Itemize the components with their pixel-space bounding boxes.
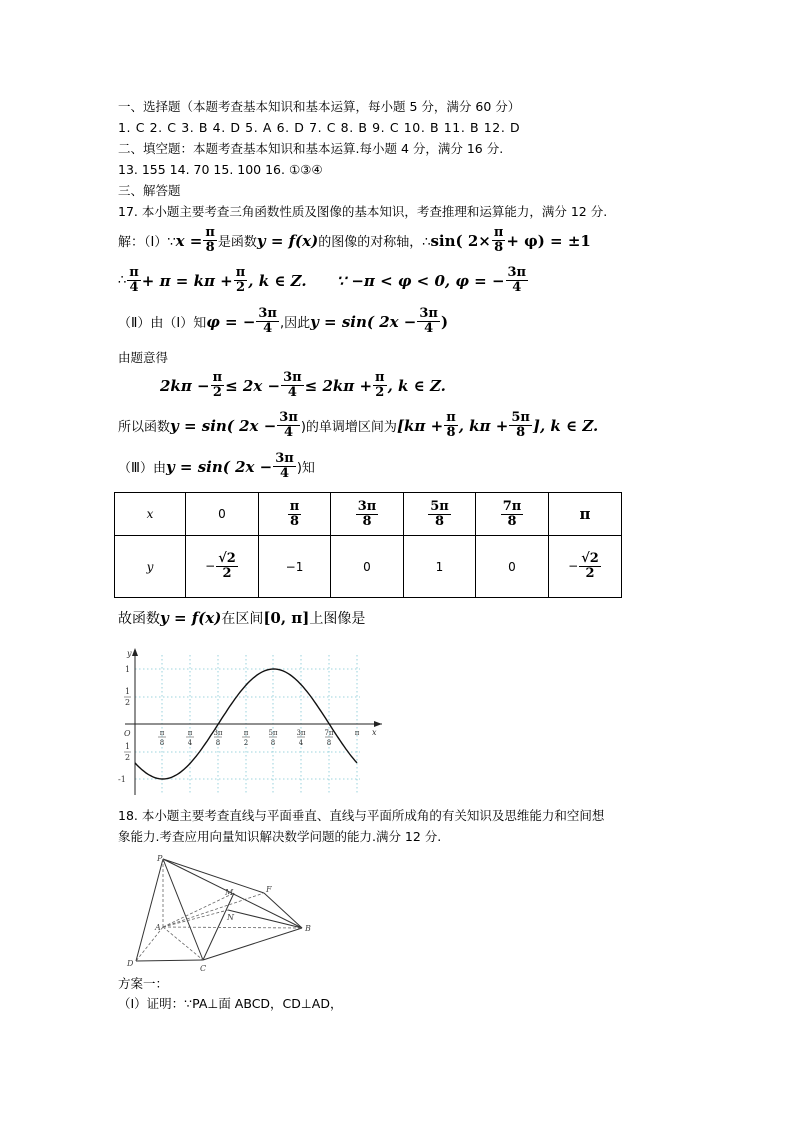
svg-text:4: 4 [187,739,193,747]
svg-text:1: 1 [125,665,131,674]
text: )的单调增区间为 [300,420,397,435]
svg-text:4: 4 [298,739,304,747]
math: ], k ∈ Z. [532,416,599,435]
svg-text:P: P [157,854,163,863]
x-cell: $\frac{3\pi}{8}$ [331,493,404,536]
x-cell: $\frac{7\pi}{8}$ [476,493,549,536]
svg-text:B: B [305,924,311,933]
section2-heading: 二、填空题：本题考查基本知识和基本运算.每小题 4 分，满分 16 分. [118,141,504,156]
svg-text:-1: -1 [118,775,126,784]
svg-text:M: M [225,888,234,897]
svg-text:8: 8 [215,739,221,747]
math: , kπ + [458,416,509,435]
svg-text:C: C [200,964,207,973]
section2-answers: 13. 155 14. 70 15. 100 16. ①③④ [118,162,323,177]
math: [kπ + [396,416,444,435]
math: y = f(x) [256,231,319,250]
svg-text:π: π [354,729,360,737]
value-table [114,492,622,598]
graph-caption [118,608,365,628]
text: 上图像是 [309,611,366,627]
solid-edges [136,859,302,961]
x-axis-arrow-icon [374,721,382,727]
fraction-pi-8: $\frac{\pi}{8}$ [446,410,456,440]
fraction-pi-2: $\frac{\pi}{2}$ [212,370,223,400]
text: （Ⅲ）由 [118,461,166,476]
grid-lines [135,655,360,795]
q18-intro-line2: 象能力.考查应用向量知识解决数学问题的能力.满分 12 分. [118,829,442,844]
y-cell: 0 [476,536,549,598]
fraction-3pi-4: $\frac{3\pi}{4}$ [279,410,298,440]
math: + π = kπ + [141,271,233,290]
math: y = f(x) [160,609,222,627]
therefore: ∴ [118,273,127,288]
q17-intro: 17. 本小题主要考查三角函数性质及图像的基本知识，考查推理和运算能力，满分 12 分. [118,204,608,219]
svg-text:π: π [187,729,193,737]
svg-text:8: 8 [159,739,165,747]
math: φ = − [206,312,256,331]
q17-part3 [118,452,315,481]
math: y = sin( 2x − [310,312,417,331]
text: 在区间 [221,611,264,627]
text: （Ⅱ）由（Ⅰ）知 [118,316,207,331]
svg-text:π: π [159,729,165,737]
y-axis-arrow-icon [132,648,138,656]
svg-text:D: D [127,959,134,968]
math: y = sin( 2x − [170,416,277,435]
q17-part1-line2 [118,266,529,295]
pyramid-figure [110,850,320,975]
q18-intro-line1: 18. 本小题主要考查直线与平面垂直、直线与平面所成角的有关知识及思维能力和空间想 [118,808,605,823]
hidden-edges [136,859,302,961]
svg-text:F: F [266,885,272,894]
math: ) [440,312,449,331]
math: ≤ 2kπ + [304,376,373,395]
fraction-3pi-4: $\frac{3\pi}{4}$ [507,265,527,295]
x-cell: $\frac{\pi}{8}$ [259,493,331,536]
svg-text:x: x [372,728,377,737]
svg-text:1: 1 [125,742,131,751]
math: ≤ 2x − [225,376,281,395]
svg-text:3π: 3π [213,729,223,737]
text: ,因此 [279,316,311,331]
svg-text:8: 8 [270,739,276,747]
math: 2kπ − [160,376,210,395]
y-cell: − $\frac{√2}{2}$ [549,536,622,598]
text: 是函数 [217,235,257,250]
math: + φ) = ±1 [506,231,591,250]
fraction-3pi-4: $\frac{3\pi}{4}$ [258,306,277,336]
y-cell: − $\frac{√2}{2}$ [186,536,259,598]
svg-text:3π: 3π [296,729,306,737]
table-row-x [115,493,622,536]
svg-text:π: π [243,729,249,737]
fraction-pi-8: $\frac{\pi}{8}$ [205,225,215,255]
q17-monotonic [118,411,598,440]
q17-part2-line1 [118,307,448,336]
math: sin( 2× [430,231,491,250]
fraction-5pi-8: $\frac{5\pi}{8}$ [511,410,530,440]
q17-reason: 由题意得 [118,350,169,365]
row-label-y: y [115,536,186,598]
row-label-x: x [115,493,186,536]
x-tick-labels [158,729,360,747]
plan-one-label: 方案一： [118,976,169,991]
text: 所以函数 [118,420,171,435]
x-cell: π [549,493,622,536]
table-row-y [115,536,622,598]
svg-text:8: 8 [326,739,332,747]
text: 解：（Ⅰ）∵ [118,235,176,250]
svg-text:y: y [127,649,132,658]
math: , k ∈ Z. [387,376,446,395]
fraction-pi-8: $\frac{\pi}{8}$ [493,225,504,255]
y-cell: −1 [259,536,331,598]
y-cell: 1 [404,536,476,598]
fraction-pi-2: $\frac{\pi}{2}$ [235,265,246,295]
q17-inequality [160,371,446,400]
math: x = [175,231,203,250]
svg-text:2: 2 [125,698,131,707]
q17-part1-line1 [118,226,591,255]
section3-heading: 三、解答题 [118,183,181,198]
fraction-pi-2: $\frac{\pi}{2}$ [375,370,385,400]
text: )知 [296,461,315,476]
fraction-3pi-4: $\frac{3\pi}{4}$ [283,370,302,400]
svg-text:5π: 5π [268,729,278,737]
fraction-pi-4: $\frac{\pi}{4}$ [129,265,139,295]
section1-answers: 1. C 2. C 3. B 4. D 5. A 6. D 7. C 8. B 9. C 10. B 11. B 12. D [118,120,521,135]
x-cell: $\frac{5\pi}{8}$ [404,493,476,536]
svg-text:1: 1 [125,687,131,696]
svg-text:A: A [155,923,161,932]
svg-text:N: N [227,913,234,922]
math: ∵ −π < φ < 0, φ = − [336,271,505,290]
x-cell: 0 [186,493,259,536]
svg-text:7π: 7π [324,729,334,737]
y-cell: 0 [331,536,404,598]
text: 故函数 [118,611,160,627]
svg-text:2: 2 [243,739,249,747]
text: 的图像的对称轴，∴ [318,235,431,250]
sine-graph [110,640,390,800]
fraction-3pi-4: $\frac{3\pi}{4}$ [275,451,294,481]
fraction-3pi-4: $\frac{3\pi}{4}$ [419,306,438,336]
math: , k ∈ Z. [248,271,307,290]
math: [0, π] [263,609,310,627]
q18-proof-line: （Ⅰ）证明：∵PA⊥面 ABCD，CD⊥AD， [118,996,343,1011]
axes [125,650,382,795]
math: y = sin( 2x − [165,457,273,476]
section1-heading: 一、选择题（本题考查基本知识和基本运算，每小题 5 分，满分 60 分） [118,99,521,114]
svg-text:2: 2 [125,753,131,762]
svg-text:O: O [124,729,131,738]
